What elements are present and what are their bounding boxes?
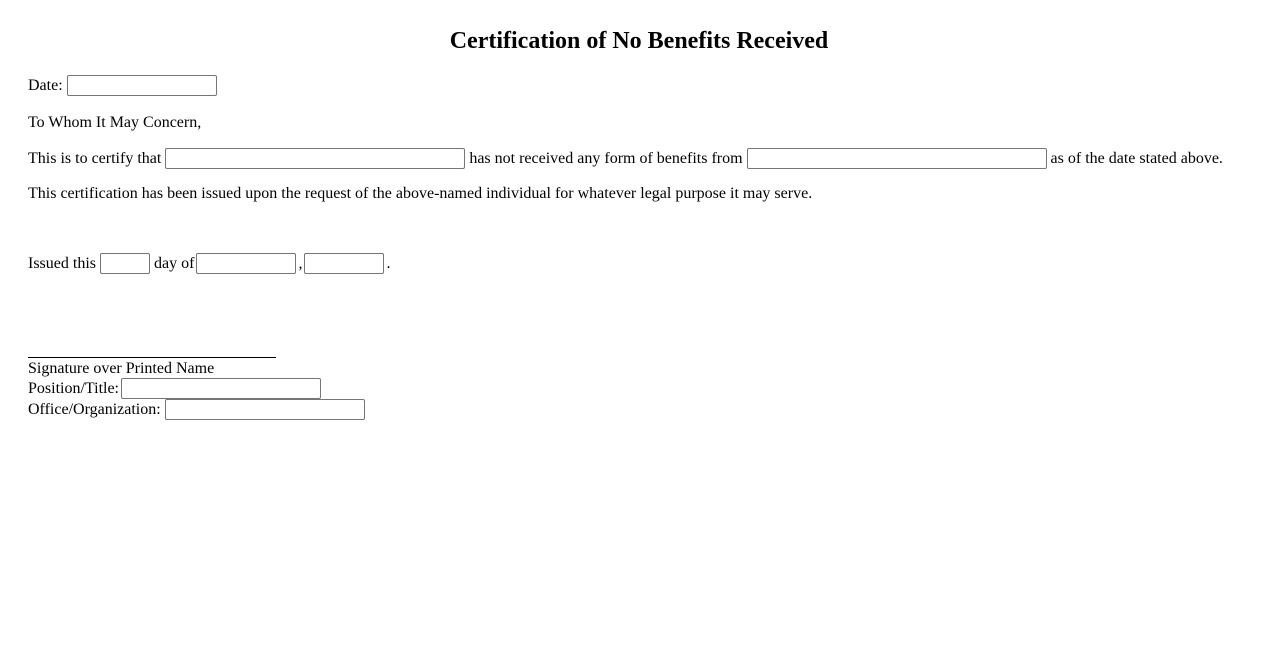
salutation: To Whom It May Concern, (28, 114, 202, 131)
certify-row (28, 148, 1223, 169)
purpose-text: This certification has been issued upon the request of the above-named individual for whatever legal purpose it may serve. (28, 185, 813, 202)
issued-row (28, 253, 390, 274)
signature-label: Signature over Printed Name (28, 360, 215, 377)
position-row (28, 378, 323, 399)
date-label: Date: (28, 76, 63, 94)
certify-suffix: as of the date stated above. (1050, 149, 1223, 167)
issued-year-input[interactable] (304, 253, 384, 274)
issued-period: . (386, 254, 391, 272)
benefits-source-input[interactable] (747, 148, 1047, 169)
position-input[interactable] (121, 378, 321, 399)
office-row (28, 399, 369, 420)
issued-day-label: day of (154, 254, 195, 272)
issued-day-input[interactable] (100, 253, 150, 274)
date-input[interactable] (67, 75, 217, 96)
signature-line (28, 357, 276, 358)
page-title: Certification of No Benefits Received (449, 28, 829, 54)
issued-comma: , (298, 254, 303, 272)
office-input[interactable] (165, 399, 365, 420)
recipient-name-input[interactable] (165, 148, 465, 169)
issued-prefix: Issued this (28, 254, 96, 272)
position-label: Position/Title: (28, 379, 119, 397)
certify-middle: has not received any form of benefits from (469, 149, 743, 167)
date-row (28, 75, 221, 96)
certify-prefix: This is to certify that (28, 149, 162, 167)
issued-month-input[interactable] (196, 253, 296, 274)
office-label: Office/Organization: (28, 400, 161, 418)
